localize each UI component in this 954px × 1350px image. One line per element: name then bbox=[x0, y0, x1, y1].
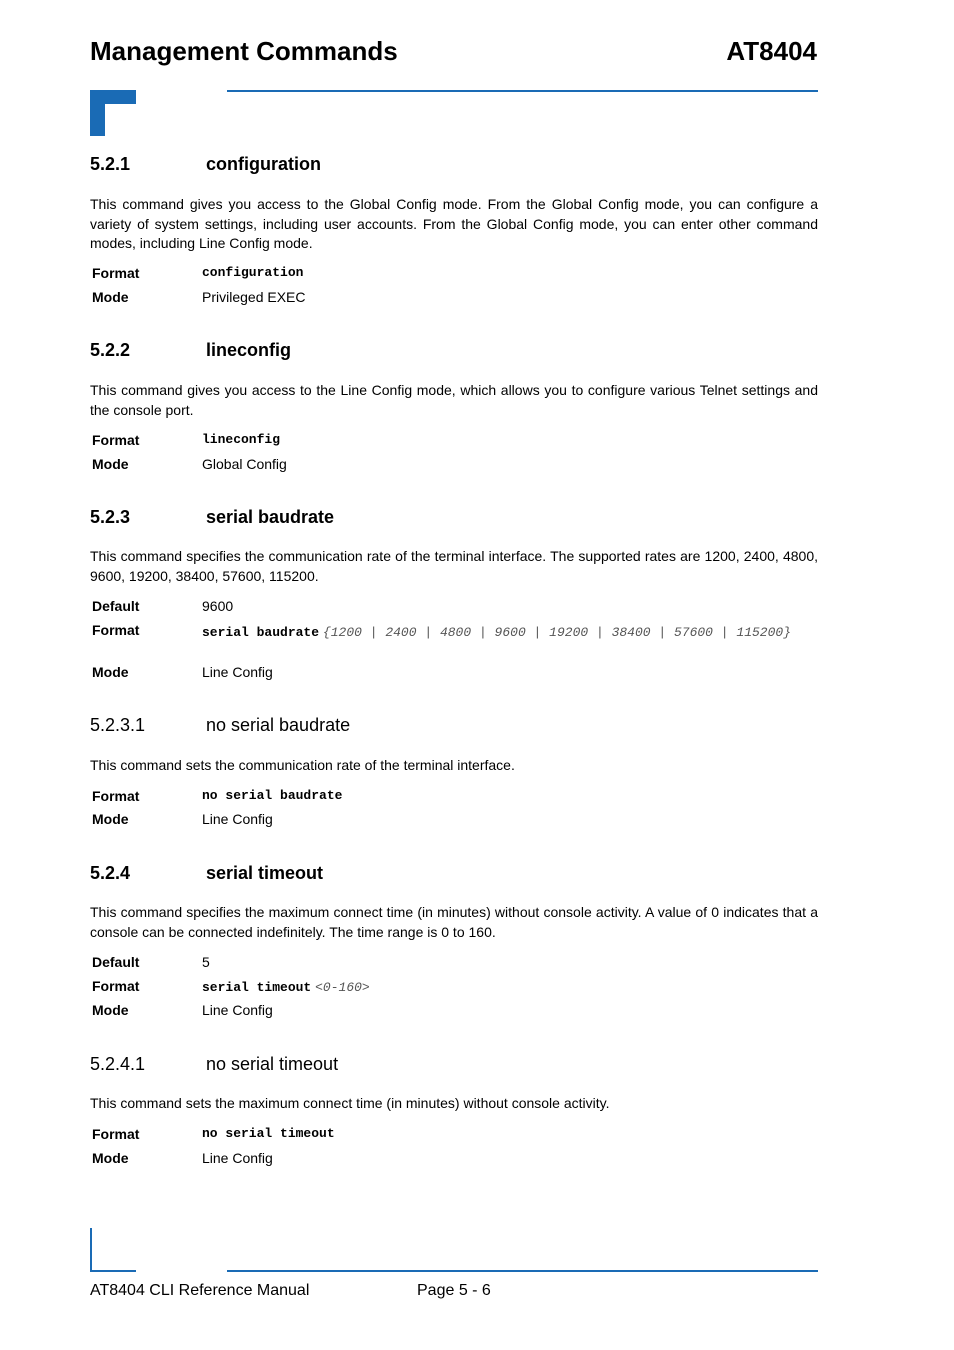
mode-label: Mode bbox=[92, 456, 129, 472]
format-value bbox=[202, 978, 802, 995]
mode-value: Line Config bbox=[202, 664, 273, 680]
corner-mark-horizontal bbox=[90, 90, 136, 104]
section-description: This command sets the maximum connect time (in minutes) without console activity. bbox=[90, 1095, 610, 1111]
mode-value: Global Config bbox=[202, 456, 287, 472]
section-description: This command specifies the communication rate of the terminal interface. The supported rates are 1200, 2400, 4800, 9600, 19200, 38400, 57600, 115200. bbox=[90, 548, 818, 584]
section-number: 5.2.3.1 bbox=[90, 715, 146, 735]
format-arguments: {1200 | 2400 | 4800 | 9600 | 19200 | 38400 | 57600 | 115200} bbox=[322, 625, 791, 640]
footer-manual-title: AT8404 CLI Reference Manual bbox=[90, 1282, 310, 1299]
header-left-title: Management Commands bbox=[90, 36, 398, 66]
section-title: no serial baudrate bbox=[206, 715, 351, 735]
mode-label: Mode bbox=[92, 289, 129, 305]
format-command: serial baudrate bbox=[202, 625, 320, 640]
mode-value: Privileged EXEC bbox=[202, 289, 306, 305]
format-label: Format bbox=[92, 978, 140, 994]
section-title: serial timeout bbox=[206, 863, 324, 883]
format-command: configuration bbox=[202, 265, 304, 280]
mode-value: Line Config bbox=[202, 1150, 273, 1166]
footer-corner-horizontal bbox=[90, 1270, 136, 1272]
section-title: configuration bbox=[206, 154, 321, 174]
format-command: lineconfig bbox=[202, 432, 281, 447]
mode-label: Mode bbox=[92, 1150, 129, 1166]
footer-corner-vertical bbox=[90, 1228, 92, 1272]
format-arguments: <0-160> bbox=[315, 980, 370, 995]
format-label: Format bbox=[92, 1126, 140, 1142]
section-number: 5.2.4 bbox=[90, 863, 131, 883]
section-title: lineconfig bbox=[206, 340, 291, 360]
format-label: Format bbox=[92, 622, 140, 638]
section-title: no serial timeout bbox=[206, 1054, 339, 1074]
header-right-title: AT8404 bbox=[726, 36, 817, 66]
default-label: Default bbox=[92, 954, 140, 970]
mode-label: Mode bbox=[92, 811, 129, 827]
section-number: 5.2.3 bbox=[90, 507, 131, 527]
section-title: serial baudrate bbox=[206, 507, 335, 527]
format-command: serial timeout bbox=[202, 980, 312, 995]
mode-label: Mode bbox=[92, 1002, 129, 1018]
format-label: Format bbox=[92, 432, 140, 448]
section-description: This command sets the communication rate of the terminal interface. bbox=[90, 757, 515, 773]
default-value: 9600 bbox=[202, 598, 234, 614]
mode-value: Line Config bbox=[202, 1002, 273, 1018]
section-number: 5.2.4.1 bbox=[90, 1054, 146, 1074]
section-description: This command gives you access to the Global Config mode. From the Global Config mode, you can configure a variety of system settings, including user accounts. From the Global Config mode, you can enter other command modes, including Line Config mode. bbox=[90, 196, 818, 251]
format-command: no serial timeout bbox=[202, 1126, 335, 1141]
format-label: Format bbox=[92, 788, 140, 804]
format-value bbox=[202, 622, 802, 642]
section-number: 5.2.2 bbox=[90, 340, 131, 360]
mode-label: Mode bbox=[92, 664, 129, 680]
format-command: no serial baudrate bbox=[202, 788, 343, 803]
section-description: This command specifies the maximum connect time (in minutes) without console activity. A value of 0 indicates that a console can be connected indefinitely. The time range is 0 to 160. bbox=[90, 904, 818, 940]
mode-value: Line Config bbox=[202, 811, 273, 827]
footer-page-number: Page 5 - 6 bbox=[417, 1282, 491, 1299]
format-label: Format bbox=[92, 265, 140, 281]
section-description: This command gives you access to the Line Config mode, which allows you to configure various Telnet settings and the console port. bbox=[90, 382, 818, 418]
default-value: 5 bbox=[202, 954, 210, 970]
section-number: 5.2.1 bbox=[90, 154, 131, 174]
header-rule bbox=[227, 90, 818, 92]
default-label: Default bbox=[92, 598, 140, 614]
footer-rule bbox=[227, 1270, 818, 1272]
